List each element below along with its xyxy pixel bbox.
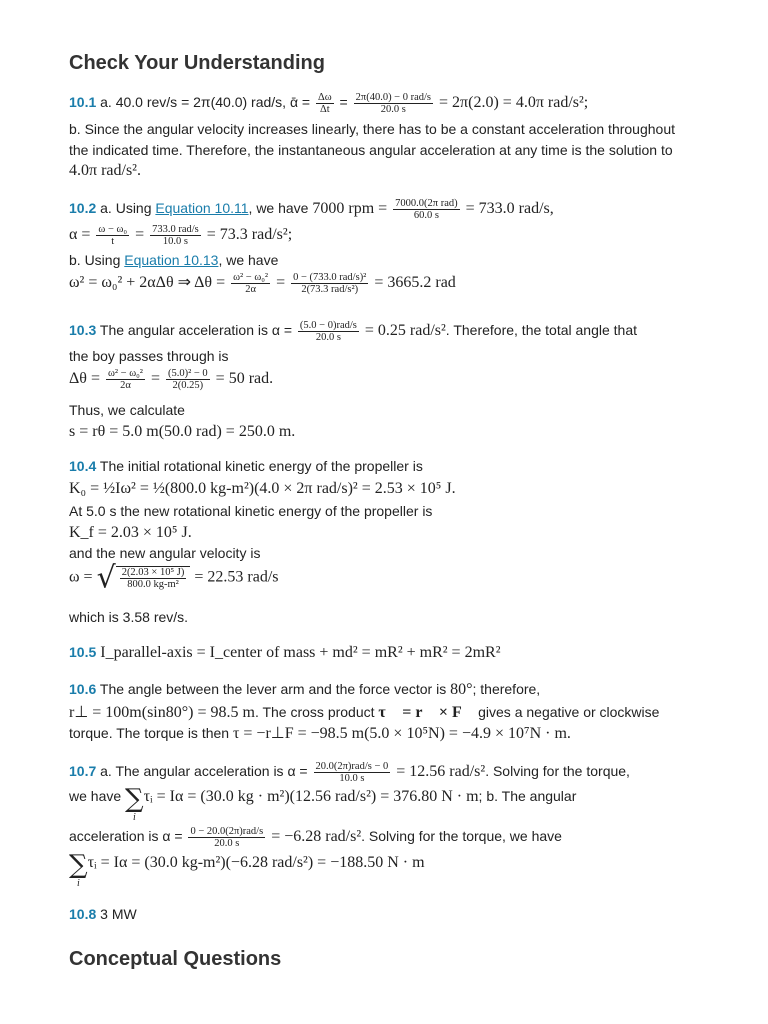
fraction <box>298 320 359 343</box>
answer-10-6-line2 <box>69 702 719 723</box>
math: 80° <box>450 681 473 698</box>
numerator: ω − ω₀ <box>98 224 128 235</box>
numerator: ω² − ω₀² <box>107 368 143 379</box>
numerator: 0 − (733.0 rad/s)² <box>293 272 367 283</box>
numerator: Δω <box>318 92 332 103</box>
equation-10-13-link[interactable]: Equation 10.13 <box>124 252 219 268</box>
answer-10-3-line1 <box>69 320 719 343</box>
fraction <box>393 198 459 221</box>
numerator: 0 − 20.0(2π)rad/s <box>190 826 264 837</box>
fraction <box>291 272 368 295</box>
answer-10-2-line2: α = $\frac{\text{ω − ω₀}}{t}$ = $\frac{\text{733.0 rad/s}}{10.0 s}$ = 73.3 rad/s²; <box>69 224 293 247</box>
answer-10-2-line1 <box>69 198 719 221</box>
answer-10-3-line2: the boy passes through is <box>69 348 229 364</box>
denominator: 10.0 s <box>339 773 365 784</box>
answer-number: 10.4 <box>69 458 97 474</box>
answer-10-1-line4: 4.0π rad/s². <box>69 162 141 179</box>
math: I_parallel-axis = I_center of mass + md² = mR² + mR² = 2mR² <box>96 644 501 661</box>
math: = 2π(2.0) = 4.0π rad/s²; <box>435 94 589 112</box>
math: ω² = ω₀² + 2αΔθ ⇒ Δθ = <box>69 274 230 292</box>
math: = −6.28 rad/s² <box>267 828 362 846</box>
answer-10-4-line7: which is 3.58 rev/s. <box>69 609 189 625</box>
answer-10-1-line1 <box>69 92 719 115</box>
math: = 0.25 rad/s² <box>360 322 446 340</box>
text: . Solving for the torque, we have <box>361 828 562 845</box>
numerator: 2π(40.0) − 0 rad/s <box>355 92 432 103</box>
answer-10-7-line2 <box>69 784 719 814</box>
text: , we have <box>248 200 313 217</box>
answer-number: 10.8 <box>69 906 97 922</box>
heading-check-your-understanding: Check Your Understanding <box>69 52 325 74</box>
denominator: 2(0.25) <box>172 380 204 391</box>
summation-symbol: ∑ <box>69 850 88 880</box>
text: ; b. The angular <box>478 788 577 804</box>
text: b. Using <box>69 252 125 268</box>
fraction <box>166 368 210 391</box>
math: τᵢ = Iα = (30.0 kg · m²)(12.56 rad/s²) = 376.80 N · m <box>143 788 479 805</box>
numerator: (5.0)² − 0 <box>167 368 208 379</box>
equals: = <box>335 94 352 111</box>
answer-10-7-line1 <box>69 761 719 784</box>
fraction <box>231 272 270 295</box>
fraction <box>188 826 265 849</box>
sqrt-sign: √ <box>96 560 116 596</box>
text: . Solving for the torque, <box>485 763 630 780</box>
text: The initial rotational kinetic energy of the propeller is <box>96 458 423 474</box>
fraction <box>316 92 334 115</box>
denominator: 20.0 s <box>214 838 240 849</box>
numerator: ω² − ω₀² <box>233 272 269 283</box>
answer-10-4-kf: K_f = 2.03 × 10⁵ J. <box>69 524 192 541</box>
answer-number: 10.7 <box>69 763 97 780</box>
answer-10-6-line1 <box>69 679 719 700</box>
text: , we have <box>218 252 279 268</box>
fraction <box>354 92 433 115</box>
answer-10-1-line2: b. Since the angular velocity increases linearly, there has to be a constant acceleration throughout <box>69 121 675 137</box>
fraction <box>96 224 129 247</box>
numerator: 20.0(2π)rad/s − 0 <box>315 761 389 772</box>
answer-10-7-line4 <box>69 850 719 880</box>
answer-number: 10.5 <box>69 644 97 660</box>
fraction <box>120 567 187 590</box>
text: . The cross product <box>254 704 379 720</box>
denominator: 2α <box>245 284 256 295</box>
answer-10-4-line5: and the new angular velocity is <box>69 545 261 561</box>
answer-10-4-k0: K₀ = ½Iω² = ½(800.0 kg-m²)(4.0 × 2π rad/s)² = 2.53 × 10⁵ J. <box>69 480 456 497</box>
denominator: 2(73.3 rad/s²) <box>301 284 359 295</box>
text: gives a negative or clockwise <box>474 704 660 720</box>
fraction <box>150 224 201 247</box>
math: = 22.53 rad/s <box>190 568 279 586</box>
answer-10-7-line3 <box>69 826 719 849</box>
answer-10-3-line4: Thus, we calculate <box>69 402 185 418</box>
sqrt-body <box>116 566 191 590</box>
answer-10-2-line3 <box>69 250 719 271</box>
numerator: (5.0 − 0)rad/s <box>299 320 357 331</box>
text: The angular acceleration is α = <box>96 322 296 339</box>
text: a. The angular acceleration is α = <box>96 763 312 780</box>
text: The angle between the lever arm and the force vector is <box>96 681 451 697</box>
math: τᵢ = Iα = (30.0 kg-m²)(−6.28 rad/s²) = −188.50 N · m <box>87 854 425 871</box>
answer-10-8 <box>69 904 719 925</box>
text: a. Using <box>96 200 156 217</box>
math: = 50 rad. <box>211 370 274 388</box>
math: Δθ = <box>69 370 104 388</box>
answer-10-5 <box>69 642 719 663</box>
answer-10-4-line1 <box>69 456 719 477</box>
math: α = <box>69 226 95 244</box>
math: = 73.3 rad/s²; <box>202 226 293 244</box>
equation-10-11-link[interactable]: Equation 10.11 <box>155 200 249 217</box>
answer-10-3-line5: s = rθ = 5.0 m(50.0 rad) = 250.0 m. <box>69 423 296 440</box>
denominator: t <box>111 236 115 247</box>
fraction <box>106 368 145 391</box>
answer-10-2-line4: ω² = ω₀² + 2αΔθ ⇒ Δθ = $\frac{\text{ω² − ω₀²}}{2\alpha}$ = $\frac{\text{0 − (733.0 rad/s)²}}{\text{2(73.3 rad/s²)}}$ = 3665.2 rad <box>69 272 456 295</box>
text: acceleration is α = <box>69 828 187 845</box>
numerator: 2(2.03 × 10⁵ J) <box>121 567 185 578</box>
summation-index: i <box>77 878 80 889</box>
answer-10-3-line3: Δθ = $\frac{\text{ω² − ω₀²}}{2\alpha}$ = $\frac{\text{(5.0)² − 0}}{2(0.25)}$ = 50 rad. <box>69 368 274 391</box>
denominator: 20.0 s <box>380 104 406 115</box>
denominator: 800.0 kg-m² <box>127 579 179 590</box>
math: τ⃗ = r⃗ × F⃗ <box>378 704 475 721</box>
numerator: 7000.0(2π rad) <box>395 198 458 209</box>
answer-10-6-line3 <box>69 723 719 744</box>
math: 7000 rpm = <box>312 200 392 218</box>
math: = 3665.2 rad <box>370 274 456 292</box>
answer-number: 10.6 <box>69 681 97 697</box>
denominator: 10.0 s <box>162 236 188 247</box>
heading-conceptual-questions: Conceptual Questions <box>69 948 282 970</box>
answer-number: 10.2 <box>69 200 97 217</box>
answer-10-4-line3: At 5.0 s the new rotational kinetic energy of the propeller is <box>69 503 433 519</box>
summation-symbol: ∑ <box>125 784 144 814</box>
fraction <box>314 761 391 784</box>
denominator: 60.0 s <box>413 210 439 221</box>
answer-10-1-line3: the indicated time. Therefore, the instantaneous angular acceleration at any time is the solution to <box>69 142 673 158</box>
text: . Therefore, the total angle that <box>445 322 637 339</box>
text: ; therefore, <box>472 681 541 697</box>
text: we have <box>69 788 126 804</box>
math: τ = −r⊥F = −98.5 m(5.0 × 10⁵N) = −4.9 × 10⁷N · m. <box>232 725 571 742</box>
denominator: Δt <box>320 104 330 115</box>
summation-index: i <box>133 812 136 823</box>
denominator: 2α <box>120 380 131 391</box>
text: a. 40.0 rev/s = 2π(40.0) rad/s, ᾱ = <box>96 94 314 111</box>
math: r⊥ = 100m(sin80°) = 98.5 m <box>69 704 255 721</box>
answer-10-4-omega <box>69 560 719 596</box>
answer-number: 10.1 <box>69 94 97 111</box>
math: ω = <box>69 568 97 586</box>
text: 3 MW <box>96 906 137 922</box>
math: = 733.0 rad/s, <box>461 200 554 218</box>
text: torque. The torque is then <box>69 725 233 741</box>
denominator: 20.0 s <box>315 332 341 343</box>
math: = 12.56 rad/s² <box>392 763 486 781</box>
answer-number: 10.3 <box>69 322 97 339</box>
numerator: 733.0 rad/s <box>152 224 199 235</box>
